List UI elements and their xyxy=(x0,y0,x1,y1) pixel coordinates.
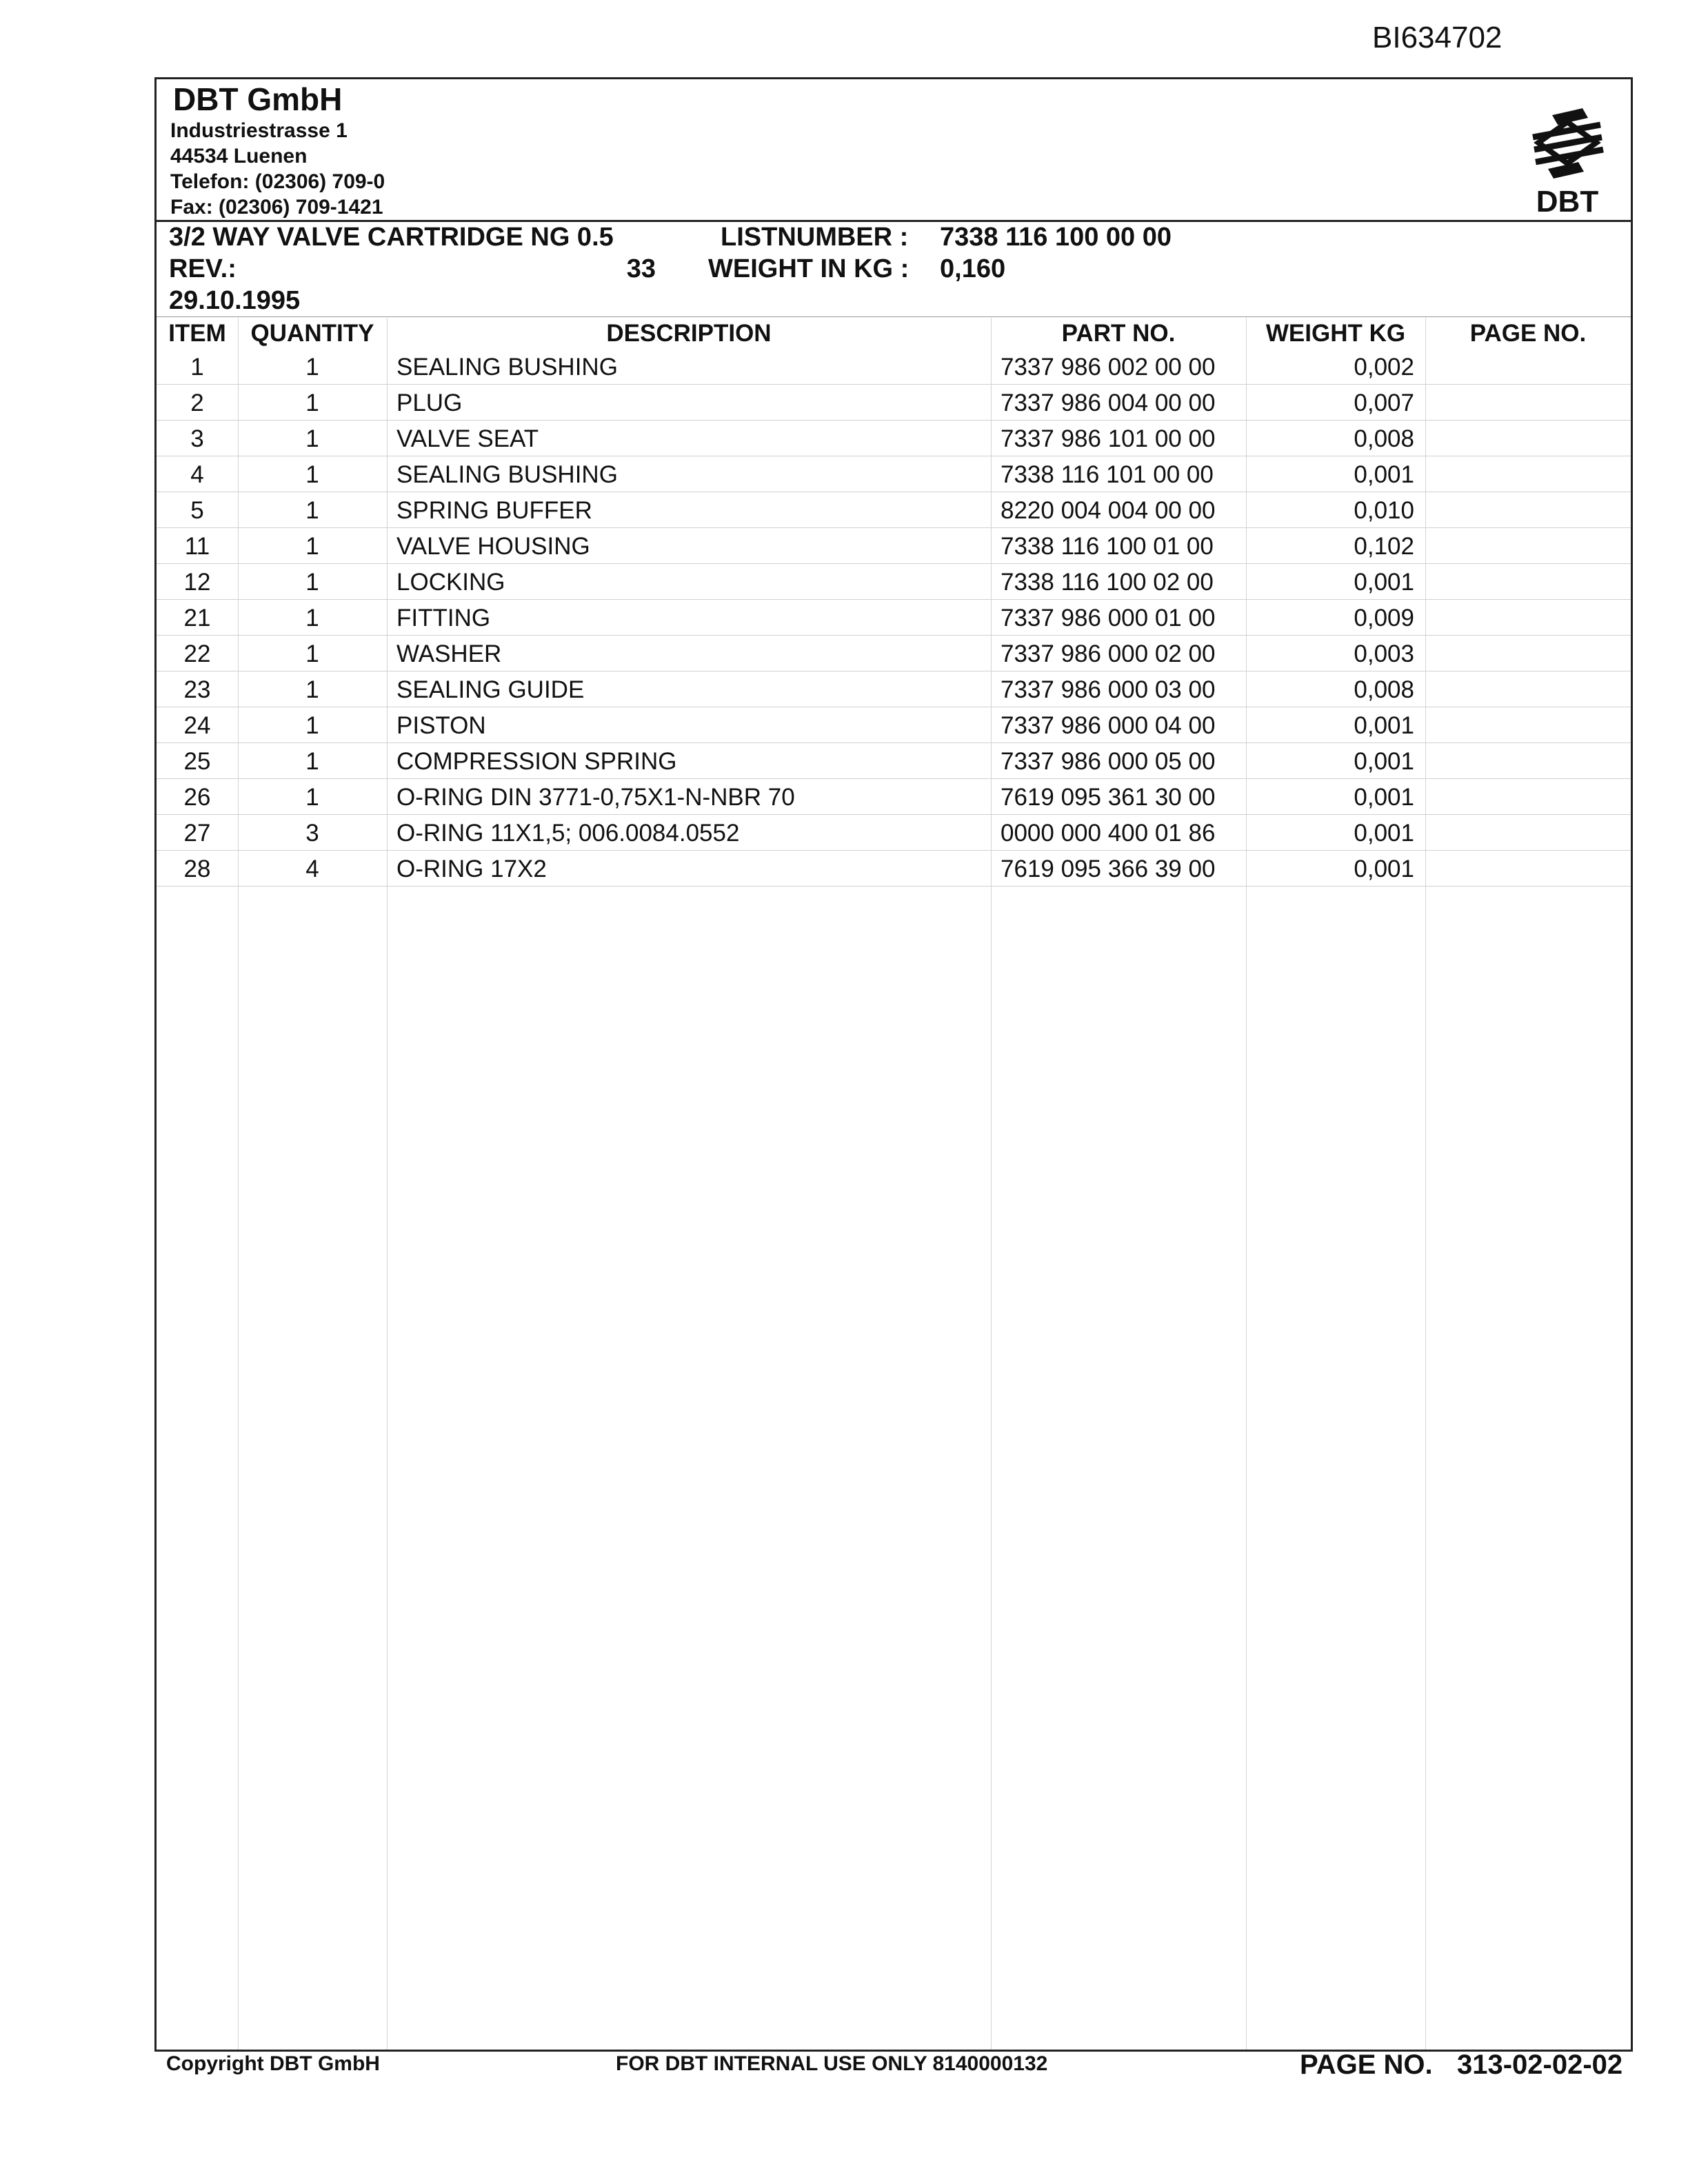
cell-page-no xyxy=(1425,563,1631,599)
column-header-description: DESCRIPTION xyxy=(606,320,772,347)
rev-value: 33 xyxy=(626,254,656,283)
cell-description: O-RING 11X1,5; 006.0084.0552 xyxy=(396,820,740,847)
cell-quantity: 1 xyxy=(305,605,319,631)
cell-page-no xyxy=(1425,707,1631,742)
cell-description: O-RING DIN 3771-0,75X1-N-NBR 70 xyxy=(396,784,795,811)
cell-quantity: 3 xyxy=(305,820,319,847)
cell-quantity: 1 xyxy=(305,533,319,560)
table-row xyxy=(157,671,1631,707)
cell-item: 2 xyxy=(190,390,204,416)
cell-part-no: 7338 116 100 01 00 xyxy=(1001,533,1214,560)
cell-weight: 0,001 xyxy=(1354,784,1414,811)
listnumber-label: LISTNUMBER : xyxy=(721,223,909,252)
cell-part-no: 8220 004 004 00 00 xyxy=(1001,497,1216,524)
cell-part-no: 7337 986 000 01 00 xyxy=(1001,605,1216,631)
cell-weight: 0,001 xyxy=(1354,461,1414,488)
table-row xyxy=(157,778,1631,815)
cell-page-no xyxy=(1425,778,1631,814)
cell-description: SEALING GUIDE xyxy=(396,676,585,703)
cell-part-no: 7337 986 000 04 00 xyxy=(1001,712,1216,739)
cell-part-no: 7337 986 000 03 00 xyxy=(1001,676,1216,703)
table-row xyxy=(157,599,1631,636)
cell-page-no xyxy=(1425,814,1631,850)
cell-description: COMPRESSION SPRING xyxy=(396,748,677,775)
cell-quantity: 1 xyxy=(305,497,319,524)
cell-quantity: 1 xyxy=(305,354,319,381)
cell-weight: 0,010 xyxy=(1354,497,1414,524)
table-row xyxy=(157,563,1631,600)
cell-weight: 0,008 xyxy=(1354,425,1414,452)
cell-item: 24 xyxy=(183,712,211,739)
cell-page-no xyxy=(1425,527,1631,563)
company-name: DBT GmbH xyxy=(173,81,343,117)
document-id: BI634702 xyxy=(1372,21,1503,54)
page-number-label: PAGE NO. xyxy=(1300,2050,1433,2080)
table-row xyxy=(157,742,1631,779)
cell-quantity: 1 xyxy=(305,784,319,811)
table-row xyxy=(157,384,1631,421)
cell-quantity: 4 xyxy=(305,856,319,882)
table-row xyxy=(157,850,1631,887)
cell-weight: 0,001 xyxy=(1354,748,1414,775)
dbt-logo-icon xyxy=(1525,94,1610,219)
cell-description: PLUG xyxy=(396,390,463,416)
cell-part-no: 7619 095 366 39 00 xyxy=(1001,856,1216,882)
cell-part-no: 7337 986 000 05 00 xyxy=(1001,748,1216,775)
table-row xyxy=(157,348,1631,385)
table-row xyxy=(157,635,1631,671)
table-row xyxy=(157,456,1631,492)
internal-use-note: FOR DBT INTERNAL USE ONLY 8140000132 xyxy=(616,2052,1048,2075)
cell-page-no xyxy=(1425,492,1631,527)
cell-weight: 0,001 xyxy=(1354,569,1414,596)
cell-description: VALVE SEAT xyxy=(396,425,539,452)
cell-description: WASHER xyxy=(396,640,502,667)
cell-item: 21 xyxy=(183,605,211,631)
table-row xyxy=(157,420,1631,456)
cell-page-no xyxy=(1425,456,1631,492)
table-top-divider xyxy=(157,316,1631,317)
cell-part-no: 7337 986 002 00 00 xyxy=(1001,354,1216,381)
dbt-logo xyxy=(1525,94,1610,219)
cell-weight: 0,008 xyxy=(1354,676,1414,703)
column-header-item: ITEM xyxy=(168,320,226,347)
cell-page-no xyxy=(1425,348,1631,384)
cell-weight: 0,007 xyxy=(1354,390,1414,416)
column-header-page-no: PAGE NO. xyxy=(1469,320,1587,347)
cell-quantity: 1 xyxy=(305,748,319,775)
table-row xyxy=(157,527,1631,564)
cell-item: 22 xyxy=(183,640,211,667)
cell-item: 25 xyxy=(183,748,211,775)
company-city: 44534 Luenen xyxy=(170,145,308,168)
cell-part-no: 7619 095 361 30 00 xyxy=(1001,784,1216,811)
cell-part-no: 7337 986 004 00 00 xyxy=(1001,390,1216,416)
company-fax: Fax: (02306) 709-1421 xyxy=(170,196,383,219)
table-row xyxy=(157,707,1631,743)
column-header-part-no: PART NO. xyxy=(1061,320,1176,347)
copyright-text: Copyright DBT GmbH xyxy=(166,2052,380,2075)
cell-item: 5 xyxy=(190,497,204,524)
cell-part-no: 0000 000 400 01 86 xyxy=(1001,820,1216,847)
cell-page-no xyxy=(1425,671,1631,707)
cell-item: 12 xyxy=(183,569,211,596)
weight-label: WEIGHT IN KG : xyxy=(708,254,910,283)
cell-quantity: 1 xyxy=(305,712,319,739)
listnumber-value: 7338 116 100 00 00 xyxy=(940,223,1172,252)
cell-description: PISTON xyxy=(396,712,486,739)
cell-description: O-RING 17X2 xyxy=(396,856,547,882)
cell-weight: 0,001 xyxy=(1354,856,1414,882)
cell-weight: 0,003 xyxy=(1354,640,1414,667)
cell-weight: 0,001 xyxy=(1354,820,1414,847)
cell-item: 28 xyxy=(183,856,211,882)
cell-quantity: 1 xyxy=(305,461,319,488)
company-block xyxy=(170,79,385,220)
column-header-weight: WEIGHT KG xyxy=(1265,320,1406,347)
cell-description: SEALING BUSHING xyxy=(396,354,618,381)
list-title: 3/2 WAY VALVE CARTRIDGE NG 0.5 xyxy=(169,223,614,252)
cell-description: LOCKING xyxy=(396,569,505,596)
cell-quantity: 1 xyxy=(305,569,319,596)
page-number-value: 313-02-02-02 xyxy=(1457,2050,1623,2080)
rev-label: REV.: xyxy=(169,254,237,283)
cell-item: 4 xyxy=(190,461,204,488)
cell-item: 26 xyxy=(183,784,211,811)
cell-item: 3 xyxy=(190,425,204,452)
weight-value: 0,160 xyxy=(940,254,1006,283)
cell-page-no xyxy=(1425,420,1631,456)
list-date: 29.10.1995 xyxy=(169,286,301,315)
cell-page-no xyxy=(1425,850,1631,886)
cell-quantity: 1 xyxy=(305,425,319,452)
cell-page-no xyxy=(1425,742,1631,778)
cell-weight: 0,002 xyxy=(1354,354,1414,381)
company-phone: Telefon: (02306) 709-0 xyxy=(170,170,385,193)
header-divider xyxy=(157,220,1631,222)
cell-description: FITTING xyxy=(396,605,491,631)
cell-weight: 0,009 xyxy=(1354,605,1414,631)
table-row xyxy=(157,492,1631,528)
cell-part-no: 7338 116 100 02 00 xyxy=(1001,569,1214,596)
cell-quantity: 1 xyxy=(305,390,319,416)
cell-item: 23 xyxy=(183,676,211,703)
cell-description: SPRING BUFFER xyxy=(396,497,592,524)
cell-page-no xyxy=(1425,384,1631,420)
svg-text:DBT: DBT xyxy=(1536,185,1599,219)
cell-quantity: 1 xyxy=(305,676,319,703)
parts-list-frame xyxy=(154,77,1633,2080)
cell-part-no: 7337 986 101 00 00 xyxy=(1001,425,1216,452)
cell-description: VALVE HOUSING xyxy=(396,533,590,560)
cell-item: 11 xyxy=(184,533,210,560)
cell-part-no: 7337 986 000 02 00 xyxy=(1001,640,1216,667)
table-row xyxy=(157,814,1631,851)
column-header-quantity: QUANTITY xyxy=(250,320,374,347)
cell-weight: 0,001 xyxy=(1354,712,1414,739)
cell-description: SEALING BUSHING xyxy=(396,461,618,488)
cell-quantity: 1 xyxy=(305,640,319,667)
cell-item: 1 xyxy=(190,354,204,381)
cell-page-no xyxy=(1425,635,1631,671)
cell-page-no xyxy=(1425,599,1631,635)
cell-part-no: 7338 116 101 00 00 xyxy=(1001,461,1214,488)
company-street: Industriestrasse 1 xyxy=(170,119,348,142)
cell-item: 27 xyxy=(183,820,211,847)
cell-weight: 0,102 xyxy=(1354,533,1414,560)
